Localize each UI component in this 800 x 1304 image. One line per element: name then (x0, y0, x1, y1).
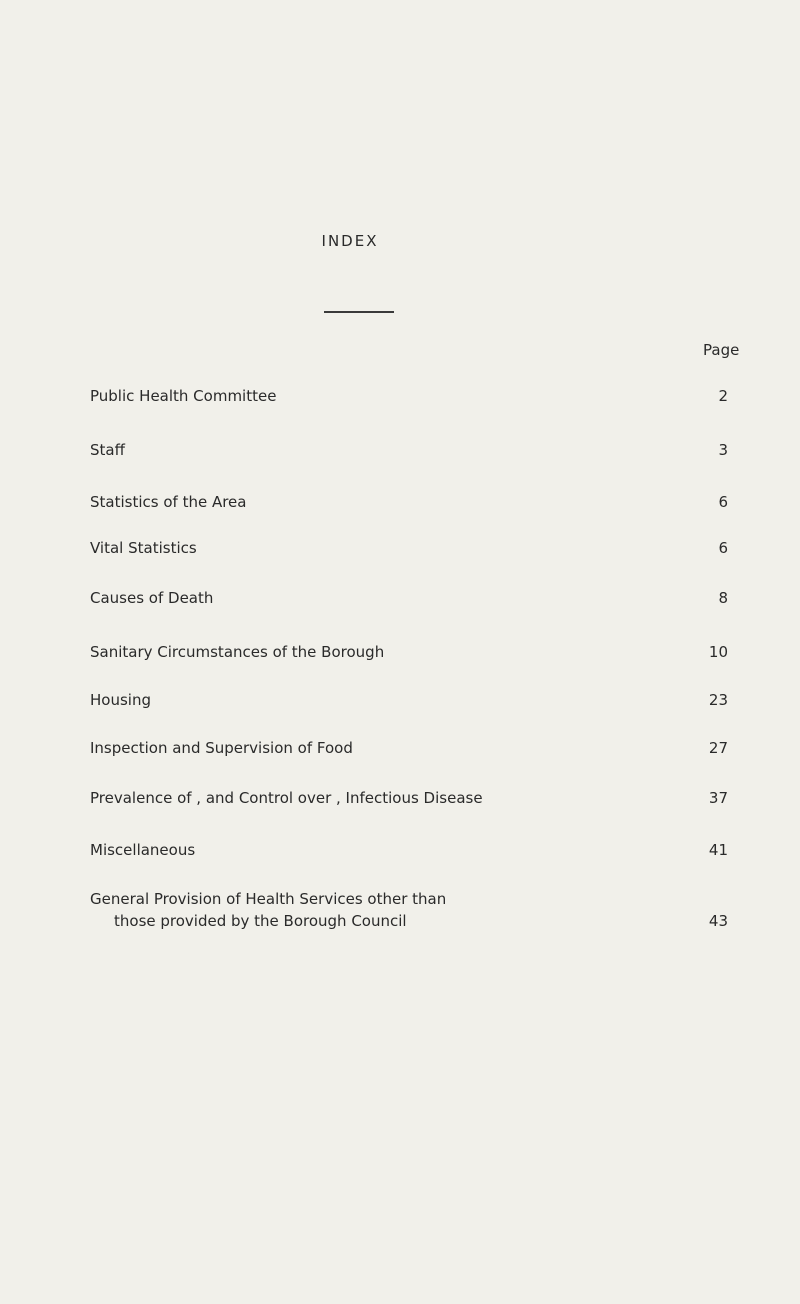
entry-page-number: 41 (708, 841, 728, 859)
page-title: INDEX (321, 232, 379, 250)
entry-title: Public Health Committee (90, 387, 277, 405)
entry-title (90, 888, 650, 932)
entry-page-number: 10 (708, 643, 728, 661)
entry-page-number: 43 (708, 912, 728, 930)
entry-title: Housing (90, 691, 151, 709)
entry-title: Inspection and Supervision of Food (90, 739, 353, 757)
entry-title: Vital Statistics (90, 539, 197, 557)
entry-title: Staff (90, 441, 125, 459)
entry-page-number: 23 (708, 691, 728, 709)
entry-title: Miscellaneous (90, 841, 196, 859)
entry-page-number: 6 (718, 539, 728, 557)
title-rule (324, 311, 394, 313)
entry-title-line-2: those provided by the Borough Council (114, 912, 407, 930)
page-column-heading: Page (703, 341, 740, 359)
entry-page-number: 6 (718, 493, 728, 511)
entry-title: Causes of Death (90, 589, 214, 607)
entry-page-number: 27 (708, 739, 728, 757)
entry-title: Sanitary Circumstances of the Borough (90, 643, 385, 661)
entry-title: Statistics of the Area (90, 493, 247, 511)
entry-title: Prevalence of , and Control over , Infectious Disease (90, 789, 483, 807)
entry-page-number: 8 (718, 589, 728, 607)
entry-page-number: 3 (718, 441, 728, 459)
entry-title-line-1: General Provision of Health Services other than (90, 890, 447, 908)
entry-page-number: 2 (718, 387, 728, 405)
entry-page-number: 37 (708, 789, 728, 807)
